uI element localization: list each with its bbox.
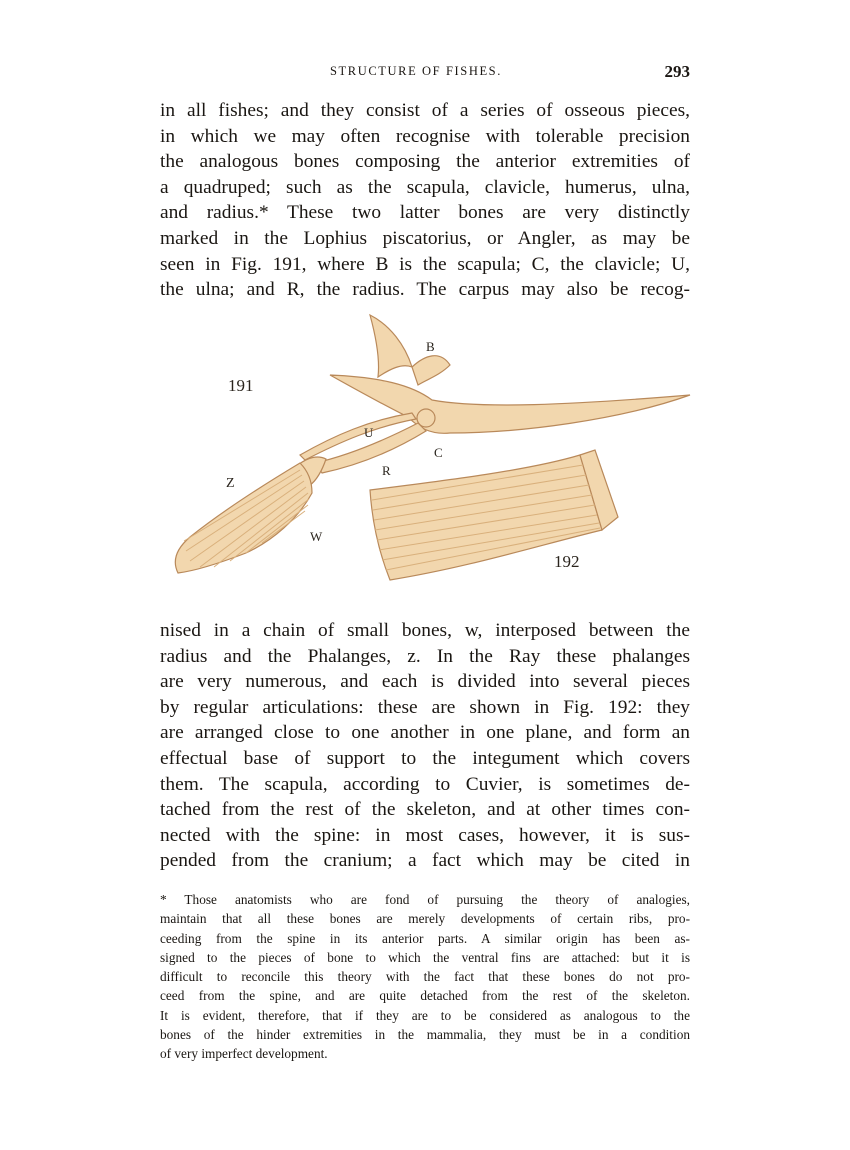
text-line: nised in a chain of small bones, w, interposed between the bbox=[160, 620, 690, 641]
text-line: are very numerous, and each is divided into several pieces bbox=[160, 671, 690, 693]
page-header bbox=[160, 62, 690, 84]
label-scapula: B bbox=[426, 339, 435, 354]
text-line: tached from the rest of the skeleton, and at other times con- bbox=[160, 799, 690, 821]
scapula-blade bbox=[412, 356, 450, 385]
scapula-bone bbox=[370, 315, 412, 377]
footnote-line: maintain that all these bones are merely developments of certain ribs, pro- bbox=[160, 911, 690, 927]
text-line: are arranged close to one another in one plane, and form an bbox=[160, 722, 690, 744]
fig-192-drawing bbox=[370, 450, 618, 580]
text-line: nected with the spine: in most cases, however, it is sus- bbox=[160, 824, 690, 846]
running-head: STRUCTURE OF FISHES. bbox=[330, 64, 502, 78]
text-line: a quadruped; such as the scapula, clavicle, humerus, ulna, bbox=[160, 176, 690, 198]
text-line: in which we may often recognise with tolerable precision bbox=[160, 125, 690, 147]
fig-192-number: 192 bbox=[554, 552, 580, 571]
text-line: and radius.* These two latter bones are very distinctly bbox=[160, 202, 690, 224]
label-ulna: U bbox=[364, 425, 374, 440]
text-line: the analogous bones composing the anterior extremities of bbox=[160, 151, 690, 173]
text-line: by regular articulations: these are shown in Fig. 192: they bbox=[160, 696, 690, 718]
text-line: pended from the cranium; a fact which may be cited in bbox=[160, 850, 690, 872]
text-line: in all fishes; and they consist of a series of osseous pieces, bbox=[160, 100, 690, 121]
footnote-line: of very imperfect development. bbox=[160, 1046, 328, 1062]
joint-knob bbox=[417, 409, 435, 427]
text-line: the ulna; and R, the radius. The carpus may also be recog- bbox=[160, 279, 690, 301]
text-line: radius and the Phalanges, z. In the Ray these phalanges bbox=[160, 645, 690, 667]
footnote-line: bones of the hinder extremities in the mammalia, they must be in a condition bbox=[160, 1027, 690, 1043]
footnote-line: signed to the pieces of bone to which the ventral fins are attached: but it is bbox=[160, 949, 690, 965]
text-line: seen in Fig. 191, where B is the scapula; C, the clavicle; U, bbox=[160, 253, 690, 275]
figure-191-192 bbox=[150, 305, 710, 610]
label-clavicle: C bbox=[434, 445, 443, 460]
fig-191-number: 191 bbox=[228, 376, 254, 395]
text-line: them. The scapula, according to Cuvier, is sometimes de- bbox=[160, 773, 690, 795]
body-text-top bbox=[160, 98, 690, 303]
label-carpus: W bbox=[310, 529, 323, 544]
footnote-line: * Those anatomists who are fond of pursuing the theory of analogies, bbox=[160, 892, 690, 907]
footnote-line: ceed from the spine, and are quite detached from the rest of the skeleton. bbox=[160, 988, 690, 1004]
text-line: marked in the Lophius piscatorius, or Angler, as may be bbox=[160, 227, 690, 249]
body-text-bottom bbox=[160, 618, 690, 874]
footnote-line: It is evident, therefore, that if they are to be considered as analogous to the bbox=[160, 1007, 690, 1023]
footnote-line: ceeding from the spine in its anterior parts. A similar origin has been as- bbox=[160, 930, 690, 946]
text-line: effectual base of support to the integument which covers bbox=[160, 747, 690, 769]
fin-skeleton-illustration bbox=[150, 305, 710, 610]
footnote-line: difficult to reconcile this theory with the fact that these bones do not pro- bbox=[160, 969, 690, 985]
label-phalanges: Z bbox=[226, 476, 235, 491]
label-radius: R bbox=[382, 463, 391, 478]
footnote bbox=[160, 890, 690, 1064]
page-number: 293 bbox=[664, 62, 690, 81]
